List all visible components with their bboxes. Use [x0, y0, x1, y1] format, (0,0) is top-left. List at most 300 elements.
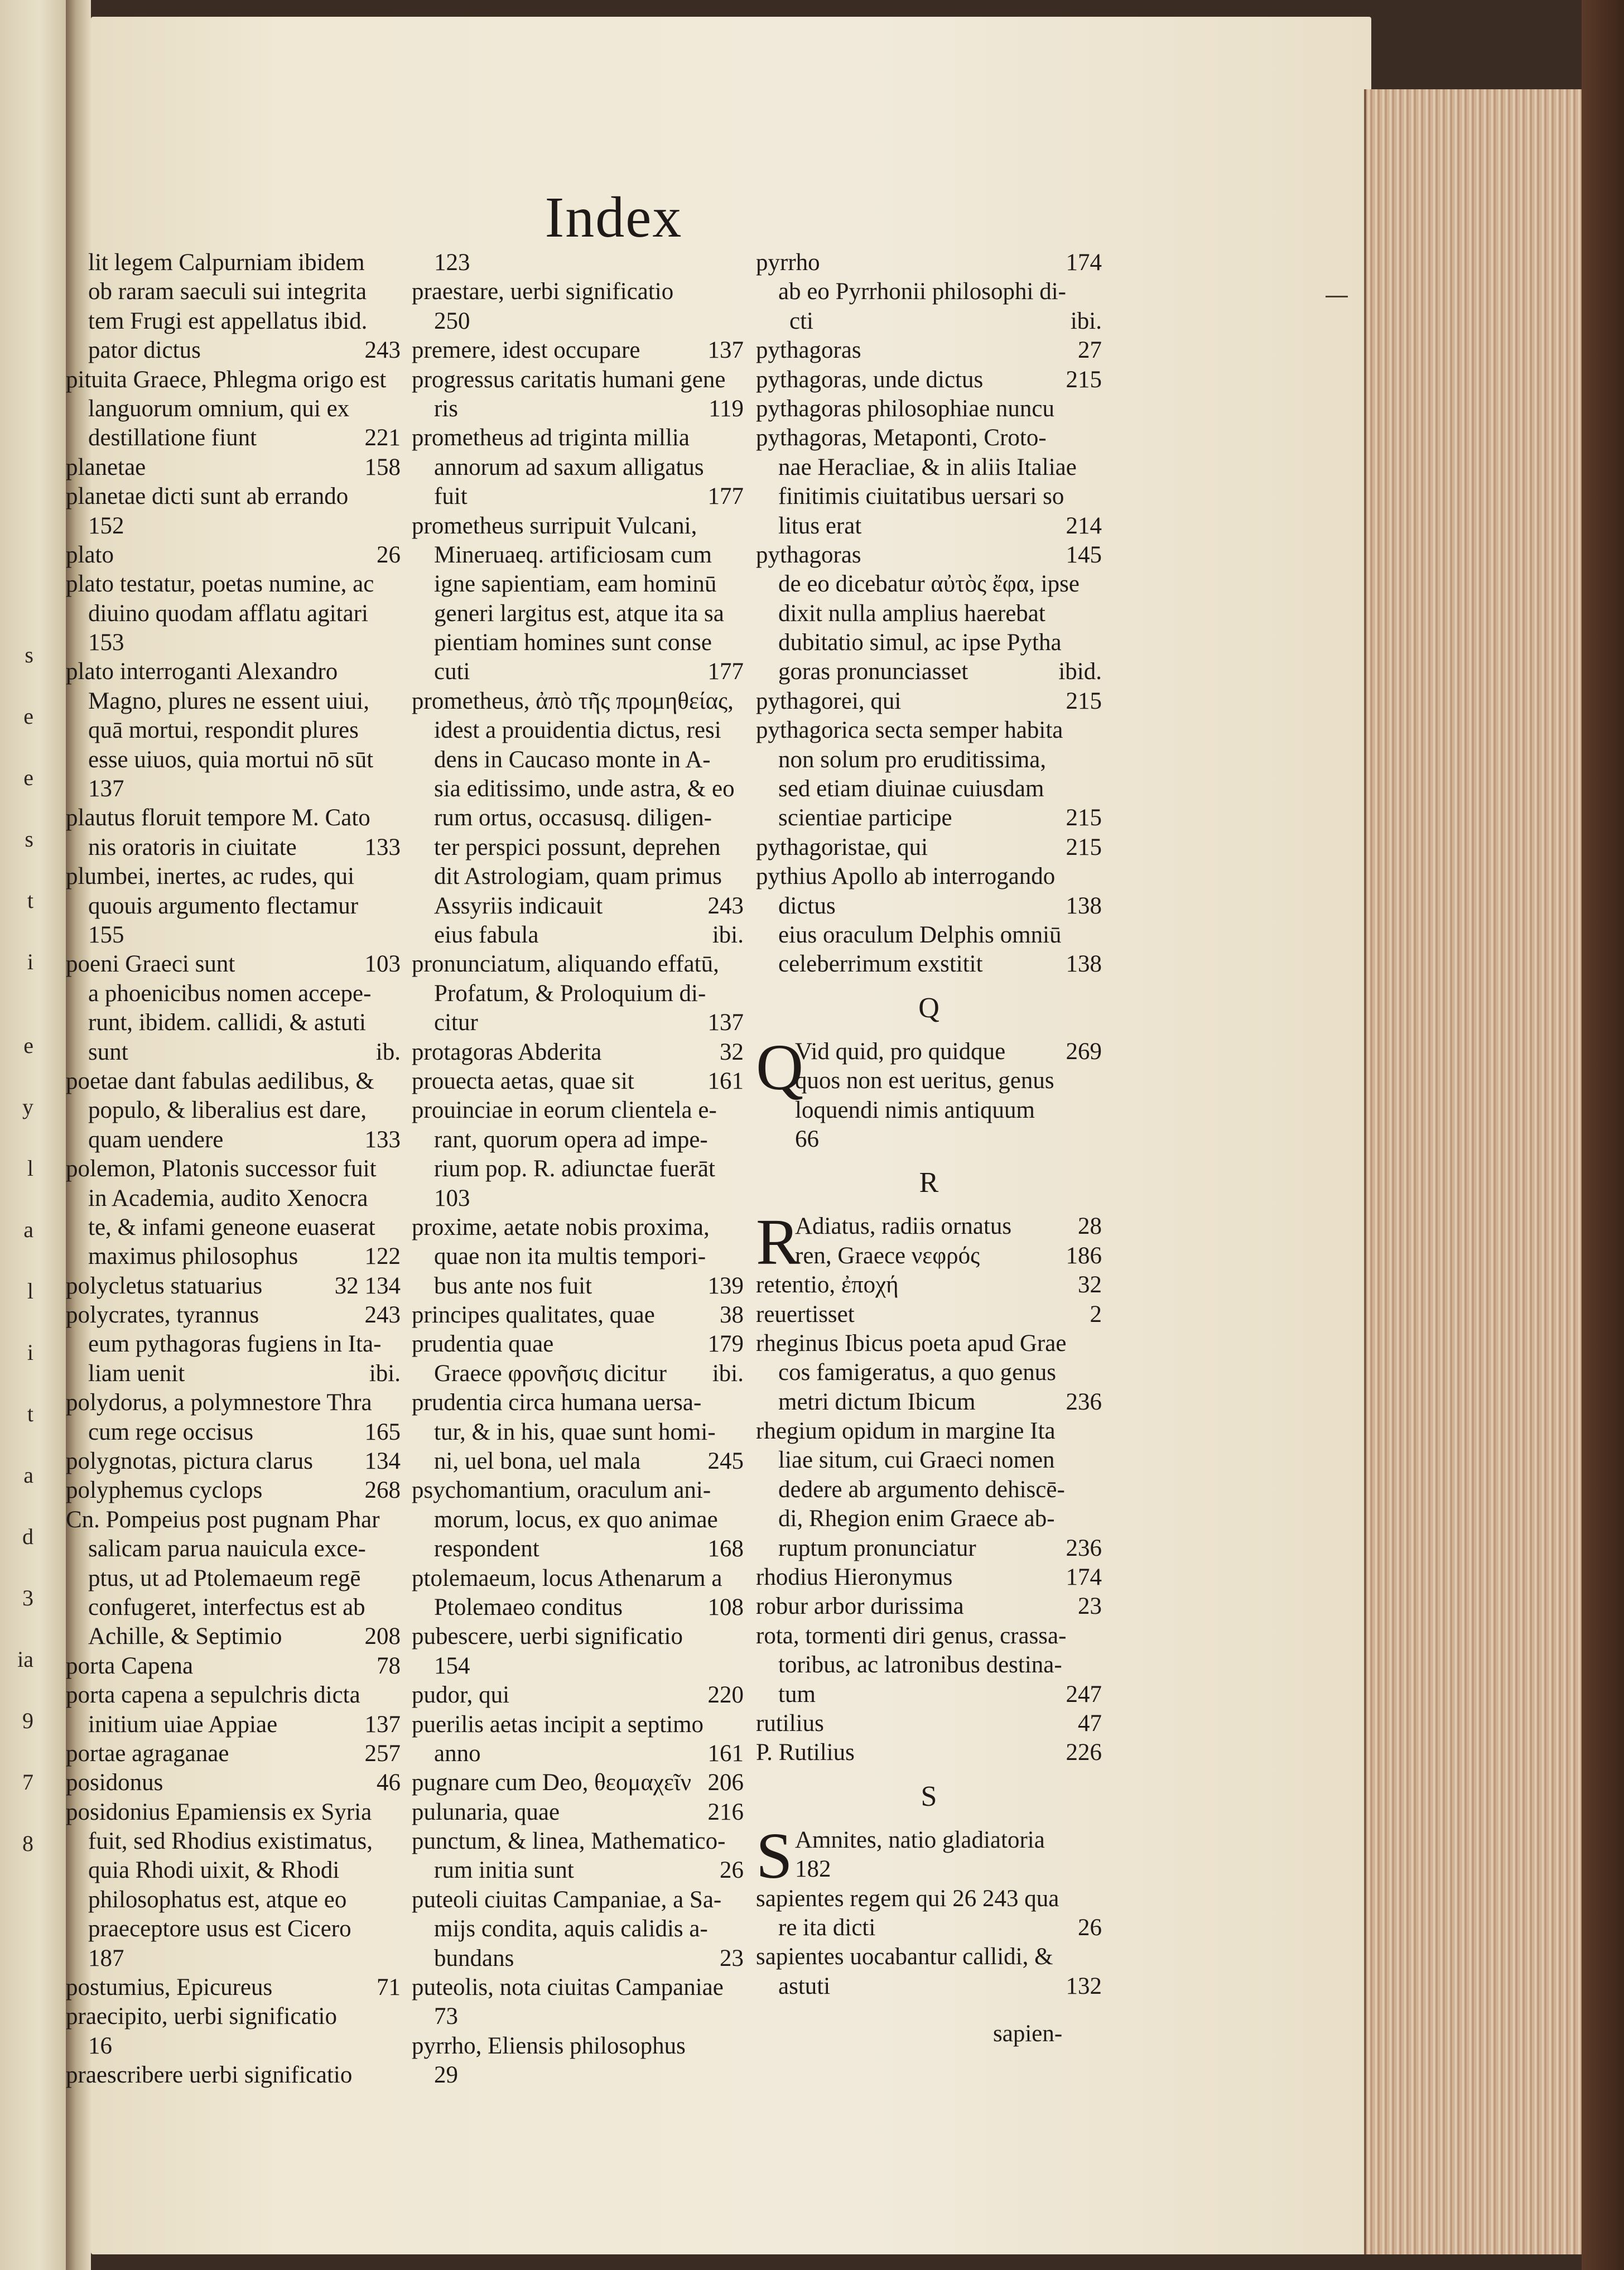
index-entry	[412, 482, 744, 511]
entry-text: pythagoras	[756, 541, 861, 568]
index-entry	[412, 1242, 744, 1271]
page-reference: 168	[707, 1536, 744, 1562]
entry-text: prometheus, ἀπὸ τῆς προμηθείας,	[412, 687, 734, 714]
entry-text: proxime, aetate nobis proxima,	[412, 1214, 710, 1240]
index-entry	[412, 687, 744, 716]
index-entry	[66, 833, 401, 862]
index-entry	[66, 746, 401, 775]
entry-text: polygnotas, pictura clarus	[66, 1448, 314, 1475]
entry-text: principes qualitates, quae	[412, 1302, 655, 1329]
entry-text: pyrrho	[756, 249, 820, 276]
index-entry	[756, 541, 1102, 570]
index-entry	[66, 365, 401, 395]
index-entry	[412, 2002, 744, 2031]
margin-fragment: s	[25, 642, 33, 667]
index-entry	[756, 687, 1102, 716]
index-entry	[66, 1564, 401, 1593]
index-entry	[66, 1447, 401, 1476]
entry-text: runt, ibidem. callidi, & astuti	[88, 1009, 367, 1036]
index-entry	[66, 1915, 401, 1944]
entry-text: pudor, qui	[412, 1682, 510, 1709]
index-entry	[66, 541, 401, 570]
index-entry	[412, 657, 744, 686]
index-entry	[412, 1564, 744, 1593]
entry-text: prouecta aetas, quae sit	[412, 1067, 634, 1094]
index-entry	[412, 1388, 744, 1417]
index-entry	[66, 1067, 401, 1096]
page-reference: 216	[707, 1798, 744, 1825]
index-entry	[756, 1592, 1102, 1621]
margin-fragment: l	[27, 1156, 33, 1181]
index-entry	[412, 716, 744, 745]
index-entry	[66, 599, 401, 628]
index-entry	[66, 1330, 401, 1359]
page-reference: 137	[364, 1711, 401, 1738]
entry-text: praeceptore usus est Cicero	[88, 1916, 351, 1942]
entry-text: puteolis, nota ciuitas Campaniae	[412, 1974, 724, 2001]
index-entry	[756, 628, 1102, 657]
index-entry	[756, 716, 1102, 745]
index-entry	[412, 424, 744, 453]
index-entry	[412, 1067, 744, 1096]
entry-text: cos famigeratus, a quo genus	[778, 1359, 1056, 1386]
entry-text: ni, uel bona, uel mala	[434, 1448, 641, 1475]
entry-text: lit legem Calpurniam ibidem	[88, 249, 365, 276]
entry-text: Adiatus, radiis ornatus	[795, 1213, 1012, 1240]
index-entry	[756, 1855, 1102, 1884]
entry-text: nis oratoris in ciuitate	[88, 834, 297, 860]
index-entry	[66, 687, 401, 716]
entry-text: dens in Caucaso monte in A-	[434, 746, 711, 773]
index-entry	[66, 1096, 401, 1125]
entry-text: pythagoras philosophiae nuncu	[756, 395, 1055, 422]
entry-text: 153	[88, 629, 124, 656]
index-entry	[66, 1944, 401, 1973]
index-entry	[756, 1504, 1102, 1533]
entry-text: quia Rhodi uixit, & Rhodi	[88, 1857, 340, 1884]
page-reference: ibi.	[1070, 307, 1102, 334]
entry-text: Mineruaeq. artificiosam cum	[434, 541, 712, 568]
index-entry	[412, 570, 744, 599]
entry-text: confugeret, interfectus est ab	[88, 1594, 365, 1620]
index-entry	[756, 336, 1102, 365]
margin-fragment: a	[23, 1217, 33, 1242]
index-entry	[66, 1506, 401, 1535]
entry-text: rota, tormenti diri genus, crassa-	[756, 1622, 1067, 1649]
page-reference: ib.	[375, 1038, 401, 1065]
entry-text: 152	[88, 512, 124, 539]
page-reference: 26	[1078, 1914, 1102, 1941]
margin-fragment: ia	[17, 1647, 33, 1672]
index-entry	[756, 950, 1102, 979]
index-entry	[66, 424, 401, 453]
entry-text: astuti	[778, 1973, 831, 1999]
margin-mark	[1326, 296, 1348, 297]
index-entry	[412, 1622, 744, 1651]
margin-fragment: 9	[22, 1708, 33, 1733]
index-entry	[412, 512, 744, 541]
index-entry	[66, 1213, 401, 1242]
entry-text: rhegium opidum in margine Ita	[756, 1418, 1056, 1445]
page-reference: ibi.	[712, 921, 744, 948]
index-entry	[756, 365, 1102, 395]
index-entry	[66, 2061, 401, 2090]
page-reference: 158	[364, 454, 401, 480]
index-entry	[756, 599, 1102, 628]
entry-text: pituita Graece, Phlegma origo est	[66, 366, 387, 393]
entry-text: goras pronunciasset	[778, 658, 968, 685]
entry-text: rhodius Hieronymus	[756, 1564, 953, 1591]
index-entry	[756, 1066, 1102, 1095]
index-entry	[412, 1798, 744, 1827]
page-reference: 179	[707, 1331, 744, 1358]
page-reference: 145	[1066, 541, 1102, 568]
index-entry	[756, 1358, 1102, 1387]
page-reference: 119	[709, 395, 744, 422]
index-entry	[412, 892, 744, 921]
index-entry	[756, 1972, 1102, 2001]
page-reference: 215	[1066, 366, 1102, 393]
index-entry	[756, 1622, 1102, 1651]
page-reference: 269	[1066, 1038, 1102, 1065]
entry-text: robur arbor durissima	[756, 1593, 964, 1620]
entry-text: liae situm, cui Graeci nomen	[778, 1447, 1055, 1474]
index-entry	[756, 1329, 1102, 1358]
index-entry	[412, 804, 744, 833]
index-entry	[66, 277, 401, 306]
margin-fragment: 7	[22, 1769, 33, 1795]
index-entry	[756, 1534, 1102, 1563]
entry-text: pyrrho, Eliensis philosophus	[412, 2032, 686, 2059]
entry-text: di, Rhegion enim Graece ab-	[778, 1506, 1055, 1532]
entry-text: pythagoras	[756, 337, 861, 364]
entry-text: eum pythagoras fugiens in Ita-	[88, 1331, 382, 1358]
entry-text: sed etiam diuinae cuiusdam	[778, 776, 1044, 802]
index-entry	[756, 1417, 1102, 1446]
page-reference: 177	[707, 658, 744, 685]
index-entry	[412, 1155, 744, 1184]
page-reference: 137	[707, 337, 744, 364]
entry-text: plato	[66, 541, 114, 568]
index-entry	[412, 1447, 744, 1476]
entry-text: 16	[88, 2032, 112, 2059]
entry-text: pugnare cum Deo, θεομαχεῖν	[412, 1769, 692, 1796]
entry-text: loquendi nimis antiquum	[795, 1096, 1035, 1123]
margin-fragment: 3	[22, 1585, 33, 1610]
index-entry	[66, 248, 401, 277]
page-reference: 78	[377, 1652, 401, 1679]
index-entry	[756, 746, 1102, 775]
entry-text: dictus	[778, 892, 836, 919]
entry-text: non solum pro eruditissima,	[778, 746, 1047, 773]
page-reference: 220	[707, 1682, 744, 1709]
entry-text: pronunciatum, aliquando effatū,	[412, 951, 719, 978]
entry-text: psychomantium, oraculum ani-	[412, 1477, 711, 1504]
margin-fragment: l	[27, 1278, 33, 1304]
index-entry	[412, 1038, 744, 1067]
index-entry	[66, 1184, 401, 1213]
page-reference: 221	[364, 425, 401, 451]
index-entry	[756, 1680, 1102, 1709]
index-entry	[66, 979, 401, 1008]
entry-text: ter perspici possunt, deprehen	[434, 834, 721, 860]
index-entry	[756, 482, 1102, 511]
page-reference: 134	[364, 1448, 401, 1475]
entry-text: poeni Graeci sunt	[66, 951, 235, 978]
entry-text: Magno, plures ne essent uiui,	[88, 687, 369, 714]
entry-text: quae non ita multis tempori-	[434, 1243, 706, 1270]
entry-text: prudentia circa humana uersa-	[412, 1389, 702, 1416]
index-entry	[412, 1126, 744, 1155]
index-entry	[412, 1535, 744, 1564]
index-entry	[412, 1184, 744, 1213]
entry-text: eius oraculum Delphis omniū	[778, 921, 1062, 948]
index-entry	[412, 1096, 744, 1125]
book-cover-edge	[1582, 0, 1624, 2270]
margin-fragment: a	[23, 1463, 33, 1488]
page-reference: 215	[1066, 805, 1102, 831]
entry-text: initium uiae Appiae	[88, 1711, 278, 1738]
index-entry	[756, 1300, 1102, 1329]
index-entry	[756, 1212, 1102, 1241]
index-entry	[66, 628, 401, 657]
page-reference: 28	[1078, 1213, 1102, 1240]
page-reference: 186	[1066, 1242, 1102, 1269]
entry-text: cuti	[434, 658, 470, 685]
index-entry	[412, 1827, 744, 1856]
entry-text: puteoli ciuitas Campaniae, a Sa-	[412, 1886, 722, 1913]
page-reference: 215	[1066, 834, 1102, 860]
page-reference: ibid.	[1058, 658, 1102, 685]
page-reference: 161	[707, 1740, 744, 1767]
index-entry	[756, 833, 1102, 862]
page-fore-edge	[1364, 89, 1584, 2254]
entry-text: idest a prouidentia dictus, resi	[434, 717, 721, 744]
entry-text: ob raram saeculi sui integrita	[88, 278, 367, 305]
page-reference: 268	[364, 1477, 401, 1504]
index-entry	[412, 862, 744, 891]
dropcap-entry	[756, 1205, 1102, 1279]
entry-text: polyphemus cyclops	[66, 1477, 263, 1504]
entry-text: cti	[789, 307, 813, 334]
entry-text: languorum omnium, qui ex	[88, 395, 350, 422]
page-reference: 133	[364, 834, 401, 860]
page-reference: 32	[1078, 1272, 1102, 1298]
entry-text: quos non est ueritus, genus	[795, 1067, 1054, 1094]
page-reference: 27	[1078, 337, 1102, 364]
entry-text: mijs condita, aquis calidis a-	[434, 1916, 708, 1942]
catchword: sapien-	[993, 2021, 1063, 2047]
index-entry	[756, 1942, 1102, 1971]
index-entry	[66, 921, 401, 950]
index-entry	[66, 716, 401, 745]
section-letter-heading: Q	[918, 992, 939, 1024]
index-column-3	[756, 248, 1102, 2001]
page-reference: 243	[364, 1302, 401, 1329]
index-entry	[756, 248, 1102, 277]
index-entry	[412, 775, 744, 804]
entry-text: philosophatus est, atque eo	[88, 1886, 347, 1913]
index-entry	[756, 1242, 1102, 1271]
index-entry	[412, 1272, 744, 1301]
dropcap-entry	[756, 1819, 1102, 1892]
entry-text: sia editissimo, unde astra, & eo	[434, 776, 735, 802]
index-entry	[66, 1008, 401, 1037]
page-reference: 214	[1066, 512, 1102, 539]
entry-text: plato interroganti Alexandro	[66, 658, 338, 685]
entry-text: Vid quid, pro quidque	[795, 1038, 1006, 1065]
index-entry	[66, 1681, 401, 1710]
entry-text: planetae	[66, 454, 146, 480]
index-entry	[412, 833, 744, 862]
margin-fragment: d	[22, 1524, 33, 1549]
entry-text: in Academia, audito Xenocra	[88, 1185, 368, 1211]
entry-text: a phoenicibus nomen accepe-	[88, 980, 372, 1007]
index-entry	[66, 453, 401, 482]
dropcap-letter: S	[756, 1819, 793, 1892]
page-reference: 46	[377, 1769, 401, 1796]
margin-fragment: y	[22, 1094, 33, 1119]
index-entry	[756, 307, 1102, 336]
entry-text: citur	[434, 1009, 478, 1036]
entry-text: litus erat	[778, 512, 862, 539]
index-entry	[756, 1913, 1102, 1942]
entry-text: celeberrimum exstitit	[778, 951, 983, 978]
page-reference: 174	[1066, 1564, 1102, 1591]
entry-text: maximus philosophus	[88, 1243, 298, 1270]
page-reference: 236	[1066, 1388, 1102, 1415]
page-reference: 243	[707, 892, 744, 919]
entry-text: rant, quorum opera ad impe-	[434, 1126, 708, 1153]
entry-text: annorum ad saxum alligatus	[434, 454, 704, 480]
index-entry	[756, 1037, 1102, 1066]
entry-text: posidonius Epamiensis ex Syria	[66, 1798, 372, 1825]
index-entry	[66, 570, 401, 599]
index-entry	[66, 482, 401, 511]
index-entry	[412, 1213, 744, 1242]
entry-text: 29	[434, 2062, 458, 2089]
index-entry	[756, 512, 1102, 541]
index-entry	[412, 1359, 744, 1388]
margin-fragment: e	[23, 765, 33, 790]
entry-text: 66	[795, 1126, 819, 1152]
index-entry	[66, 1710, 401, 1739]
entry-text: destillatione fiunt	[88, 425, 257, 451]
index-entry	[756, 424, 1102, 453]
entry-text: portae agraganae	[66, 1740, 229, 1767]
index-entry	[66, 1359, 401, 1388]
entry-text: dedere ab argumento dehiscē-	[778, 1476, 1065, 1503]
entry-text: salicam parua nauicula exce-	[88, 1536, 366, 1562]
entry-text: Graece φρονῆσις dicitur	[434, 1360, 667, 1387]
entry-text: pythagorica secta semper habita	[756, 717, 1063, 744]
entry-text: pythagoras, Metaponti, Croto-	[756, 425, 1047, 451]
entry-text: pulunaria, quae	[412, 1798, 560, 1825]
entry-text: de eo dicebatur αὐτὸς ἔφα, ipse	[778, 571, 1080, 598]
entry-text: porta capena a sepulchris dicta	[66, 1682, 360, 1709]
section-letter-heading: S	[921, 1780, 937, 1812]
index-entry	[66, 1242, 401, 1271]
entry-text: prometheus surripuit Vulcani,	[412, 512, 697, 539]
margin-fragment: s	[25, 826, 33, 852]
index-entry	[756, 657, 1102, 686]
entry-text: dit Astrologiam, quam primus	[434, 863, 722, 890]
entry-text: populo, & liberalius est dare,	[88, 1097, 367, 1124]
page-reference: 236	[1066, 1535, 1102, 1561]
page-reference: 215	[1066, 687, 1102, 714]
entry-text: tum	[778, 1681, 816, 1708]
page-reference: 174	[1066, 249, 1102, 276]
page-reference: 245	[707, 1448, 744, 1475]
index-entry	[756, 1475, 1102, 1504]
entry-text: 187	[88, 1945, 124, 1971]
index-entry	[66, 1886, 401, 1915]
index-entry	[412, 979, 744, 1008]
index-entry	[756, 775, 1102, 804]
page-reference: 139	[707, 1272, 744, 1299]
index-entry	[66, 395, 401, 424]
entry-text: tur, & in his, quae sunt homi-	[434, 1418, 716, 1445]
entry-text: rum initia sunt	[434, 1857, 574, 1884]
entry-text: rutilius	[756, 1710, 824, 1737]
index-entry	[66, 2002, 401, 2031]
page-reference: 26	[720, 1857, 744, 1884]
entry-text: polemon, Platonis successor fuit	[66, 1156, 377, 1182]
index-entry	[756, 1446, 1102, 1475]
index-entry	[66, 1272, 401, 1301]
index-entry	[412, 2032, 744, 2061]
entry-text: ris	[434, 395, 458, 422]
entry-text: ren, Graece νεφρός	[795, 1242, 980, 1269]
index-entry	[66, 1827, 401, 1856]
entry-text: progressus caritatis humani gene	[412, 366, 726, 393]
entry-text: ptolemaeum, locus Athenarum a	[412, 1565, 722, 1591]
page-reference: 177	[707, 483, 744, 510]
index-entry	[412, 1710, 744, 1739]
entry-text: 103	[434, 1185, 470, 1211]
entry-text: pythagoristae, qui	[756, 834, 928, 860]
entry-text: rheginus Ibicus poeta apud Grae	[756, 1330, 1067, 1357]
entry-text: poetae dant fabulas aedilibus, &	[66, 1067, 374, 1094]
index-entry	[412, 599, 744, 628]
index-entry	[66, 657, 401, 686]
entry-text: reuertisset	[756, 1301, 855, 1328]
index-entry	[756, 453, 1102, 482]
entry-text: Cn. Pompeius post pugnam Phar	[66, 1506, 380, 1533]
entry-text: 182	[795, 1856, 831, 1883]
entry-text: quam uendere	[88, 1126, 224, 1153]
margin-fragment: i	[27, 949, 33, 974]
page-reference: 23	[720, 1945, 744, 1971]
entry-text: esse uiuos, quia mortui nō sūt	[88, 746, 374, 773]
index-entry	[412, 1944, 744, 1973]
page-reference: 2	[1090, 1301, 1102, 1328]
page-reference: 247	[1066, 1681, 1102, 1708]
index-entry	[412, 248, 744, 277]
section-letter-heading: R	[919, 1167, 939, 1199]
index-entry	[756, 892, 1102, 921]
entry-text: puerilis aetas incipit a septimo	[412, 1711, 704, 1738]
index-entry	[412, 1681, 744, 1710]
entry-text: prudentia quae	[412, 1331, 554, 1358]
entry-text: polycrates, tyrannus	[66, 1302, 259, 1329]
page-reference: 71	[377, 1974, 401, 2001]
index-entry	[412, 1768, 744, 1797]
index-entry	[412, 277, 744, 306]
entry-text: quouis argumento flectamur	[88, 892, 359, 919]
index-entry	[66, 1038, 401, 1067]
index-entry	[412, 1593, 744, 1622]
